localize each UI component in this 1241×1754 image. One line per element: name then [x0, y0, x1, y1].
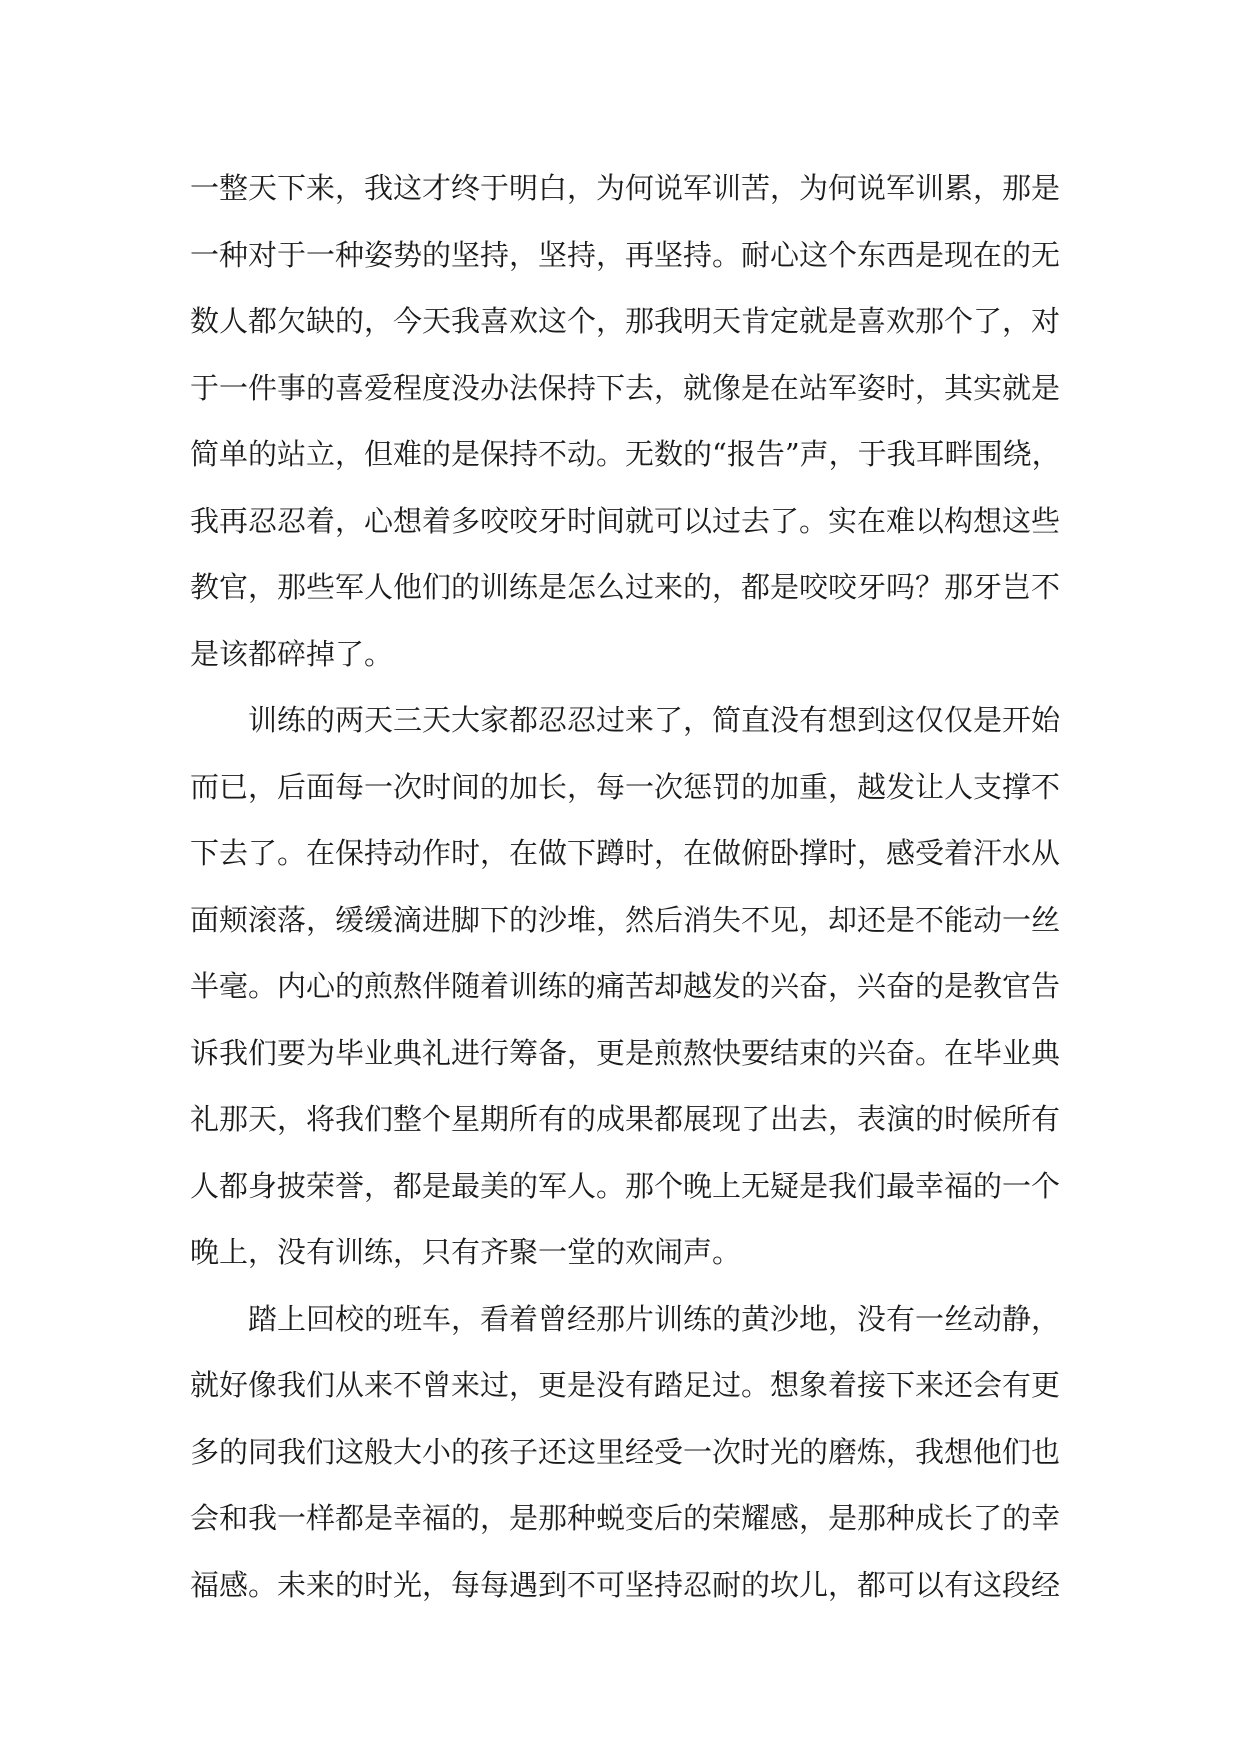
paragraph-1-line-2: 一种对于一种姿势的坚持，坚持，再坚持。耐心这个东西是现在的无 — [190, 237, 1061, 272]
paragraph-3-line-4: 会和我一样都是幸福的，是那种蜕变后的荣耀感，是那种成长了的幸 — [190, 1501, 1061, 1535]
paragraph-2-line-3: 下去了。在保持动作时，在做下蹲时，在做俯卧撑时，感受着汗水从 — [190, 836, 1061, 870]
paragraph-1-line-4: 于一件事的喜爱程度没办法保持下去，就像是在站军姿时，其实就是 — [190, 370, 1061, 405]
paragraph-3-line-5: 福感。未来的时光，每每遇到不可坚持忍耐的坎儿，都可以有这段经 — [190, 1567, 1061, 1602]
paragraph-1-line-6: 我再忍忍着，心想着多咬咬牙时间就可以过去了。实在难以构想这些 — [190, 503, 1061, 538]
paragraph-2-line-6: 诉我们要为毕业典礼进行筹备，更是煎熬快要结束的兴奋。在毕业典 — [190, 1035, 1061, 1070]
paragraph-1-line-5: 简单的站立，但难的是保持不动。无数的“报告”声，于我耳畔围绕， — [190, 437, 1061, 471]
paragraph-2-line-1: 训练的两天三天大家都忍忍过来了，简直没有想到这仅仅是开始 — [248, 703, 1061, 737]
paragraph-2-line-4: 面颊滚落，缓缓滴进脚下的沙堆，然后消失不见，却还是不能动一丝 — [190, 902, 1061, 937]
paragraph-2-line-9: 晚上，没有训练，只有齐聚一堂的欢闹声。 — [190, 1235, 742, 1269]
paragraph-1-line-7: 教官，那些军人他们的训练是怎么过来的，都是咬咬牙吗？那牙岂不 — [190, 570, 1061, 604]
paragraph-3-line-1: 踏上回校的班车，看着曾经那片训练的黄沙地，没有一丝动静， — [248, 1301, 1061, 1336]
paragraph-3-line-2: 就好像我们从来不曾来过，更是没有踏足过。想象着接下来还会有更 — [190, 1368, 1061, 1402]
paragraph-1-line-3: 数人都欠缺的，今天我喜欢这个，那我明天肯定就是喜欢那个了，对 — [190, 304, 1061, 338]
paragraph-1-line-1: 一整天下来，我这才终于明白，为何说军训苦，为何说军训累，那是 — [190, 171, 1061, 205]
paragraph-2-line-7: 礼那天，将我们整个星期所有的成果都展现了出去，表演的时候所有 — [190, 1102, 1061, 1136]
paragraph-1-line-8: 是该都碎掉了。 — [190, 636, 394, 671]
paragraph-2-line-5: 半毫。内心的煎熬伴随着训练的痛苦却越发的兴奋，兴奋的是教官告 — [190, 969, 1061, 1003]
paragraph-2-line-2: 而已，后面每一次时间的加长，每一次惩罚的加重，越发让人支撑不 — [190, 769, 1061, 804]
document-body — [190, 155, 1061, 1618]
paragraph-2-line-8: 人都身披荣誉，都是最美的军人。那个晚上无疑是我们最幸福的一个 — [190, 1168, 1061, 1203]
paragraph-3-line-3: 多的同我们这般大小的孩子还这里经受一次时光的磨炼，我想他们也 — [190, 1434, 1061, 1469]
